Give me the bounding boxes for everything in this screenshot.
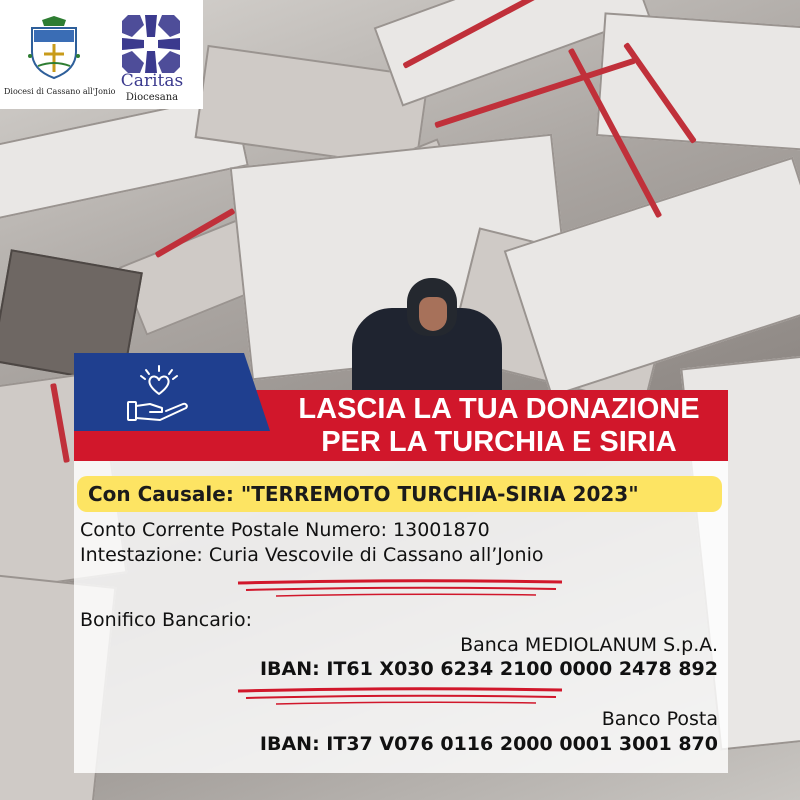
causale-text: Con Causale: "TERREMOTO TURCHIA-SIRIA 2023" — [88, 482, 639, 506]
caritas-cross-icon — [122, 15, 180, 73]
caritas-subtitle: Diocesana — [125, 92, 179, 103]
bank1-iban: IBAN: IT61 X030 6234 2100 0000 2478 892 — [259, 658, 718, 680]
bank1-name: Banca MEDIOLANUM S.p.A. — [460, 634, 718, 656]
postal-account: Conto Corrente Postale Numero: 13001870 — [80, 519, 490, 541]
title-line-1: LASCIA LA TUA DONAZIONE — [298, 393, 700, 425]
bonifico-label: Bonifico Bancario: — [80, 609, 252, 631]
bank2-iban: IBAN: IT37 V076 0116 2000 0001 3001 870 — [259, 733, 718, 755]
diocese-crest-icon — [28, 16, 80, 80]
bank2-name: Banco Posta — [601, 708, 718, 730]
caritas-name: Caritas — [120, 71, 184, 91]
diocese-label: Diocesi di Cassano all'Jonio — [4, 87, 116, 96]
postal-holder: Intestazione: Curia Vescovile di Cassano all’Jonio — [80, 544, 544, 566]
heart-hand-icon — [124, 364, 194, 426]
causale-badge — [77, 476, 722, 512]
divider-2 — [236, 685, 566, 707]
title-line-2: PER LA TURCHIA E SIRIA — [321, 426, 677, 458]
divider-1 — [236, 577, 566, 599]
logo-header — [0, 0, 203, 109]
